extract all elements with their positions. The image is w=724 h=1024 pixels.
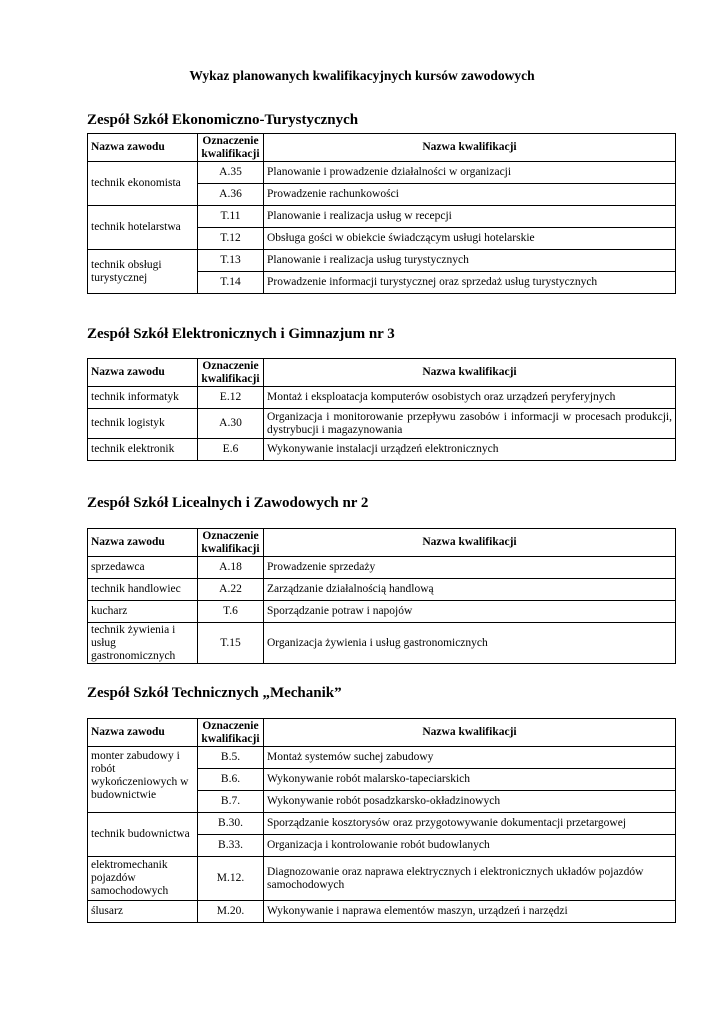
kwalifikacja-cell: Obsługa gości w obiekcie świadczącym usługi hotelarskie	[264, 228, 676, 250]
zawod-cell: elektromechanik pojazdów samochodowych	[88, 857, 198, 901]
section-title: Zespół Szkół Technicznych „Mechanik”	[87, 685, 342, 701]
kwalifikacja-cell: Planowanie i realizacja usług turystycznych	[264, 250, 676, 272]
header-kwalifikacja: Nazwa kwalifikacji	[264, 529, 676, 557]
page-title: Wykaz planowanych kwalifikacyjnych kursów zawodowych	[189, 68, 535, 83]
kwalifikacja-cell: Planowanie i prowadzenie działalności w organizacji	[264, 162, 676, 184]
qualifications-table	[87, 718, 676, 923]
section-title: Zespół Szkół Licealnych i Zawodowych nr 2	[87, 495, 369, 511]
header-kwalifikacja: Nazwa kwalifikacji	[264, 719, 676, 747]
zawod-cell: technik ekonomista	[88, 162, 198, 206]
kwalifikacja-cell: Organizacja i monitorowanie przepływu zasobów i informacji w procesach produkcji, dystrybucji i magazynowania	[264, 409, 676, 439]
zawod-cell: technik obsługi turystycznej	[88, 250, 198, 294]
table-row	[88, 857, 676, 901]
table-header-row	[88, 529, 676, 557]
table-row	[88, 439, 676, 461]
zawod-cell: technik żywienia i usług gastronomicznych	[88, 623, 198, 664]
kwalifikacja-cell: Zarządzanie działalnością handlową	[264, 579, 676, 601]
kwalifikacja-cell: Montaż systemów suchej zabudowy	[264, 747, 676, 769]
zawod-cell: technik budownictwa	[88, 813, 198, 857]
header-zawod: Nazwa zawodu	[88, 719, 198, 747]
header-oznaczenie: Oznaczenie kwalifikacji	[198, 359, 264, 387]
zawod-cell: technik hotelarstwa	[88, 206, 198, 250]
kod-cell: T.14	[198, 272, 264, 294]
kod-cell: A.18	[198, 557, 264, 579]
table-row	[88, 901, 676, 923]
zawod-cell: sprzedawca	[88, 557, 198, 579]
qualifications-table	[87, 528, 676, 664]
table-row	[88, 579, 676, 601]
kod-cell: M.12.	[198, 857, 264, 901]
kod-cell: A.36	[198, 184, 264, 206]
kwalifikacja-cell: Organizacja żywienia i usług gastronomicznych	[264, 623, 676, 664]
table-row	[88, 623, 676, 664]
table-header-row	[88, 719, 676, 747]
kod-cell: T.11	[198, 206, 264, 228]
table-header-row	[88, 359, 676, 387]
table-row	[88, 747, 676, 769]
table-row	[88, 250, 676, 272]
table-row	[88, 162, 676, 184]
kwalifikacja-cell: Sporządzanie kosztorysów oraz przygotowywanie dokumentacji przetargowej	[264, 813, 676, 835]
header-oznaczenie: Oznaczenie kwalifikacji	[198, 719, 264, 747]
qualifications-table	[87, 133, 676, 294]
header-oznaczenie: Oznaczenie kwalifikacji	[198, 134, 264, 162]
kod-cell: B.6.	[198, 769, 264, 791]
kod-cell: A.22	[198, 579, 264, 601]
table-row	[88, 387, 676, 409]
kwalifikacja-cell: Wykonywanie instalacji urządzeń elektronicznych	[264, 439, 676, 461]
kwalifikacja-cell: Montaż i eksploatacja komputerów osobistych oraz urządzeń peryferyjnych	[264, 387, 676, 409]
header-kwalifikacja: Nazwa kwalifikacji	[264, 134, 676, 162]
zawod-cell: technik informatyk	[88, 387, 198, 409]
kod-cell: B.30.	[198, 813, 264, 835]
header-zawod: Nazwa zawodu	[88, 529, 198, 557]
kwalifikacja-cell: Diagnozowanie oraz naprawa elektrycznych i elektronicznych układów pojazdów samochodowych	[264, 857, 676, 901]
qualifications-table	[87, 358, 676, 461]
kwalifikacja-cell: Sporządzanie potraw i napojów	[264, 601, 676, 623]
header-zawod: Nazwa zawodu	[88, 134, 198, 162]
zawod-cell: ślusarz	[88, 901, 198, 923]
kod-cell: A.30	[198, 409, 264, 439]
kod-cell: B.33.	[198, 835, 264, 857]
table-row	[88, 557, 676, 579]
header-zawod: Nazwa zawodu	[88, 359, 198, 387]
section-licealnych-zawodowych	[87, 495, 675, 664]
kod-cell: M.20.	[198, 901, 264, 923]
zawod-cell: technik logistyk	[88, 409, 198, 439]
zawod-cell: technik handlowiec	[88, 579, 198, 601]
kwalifikacja-cell: Prowadzenie informacji turystycznej oraz sprzedaż usług turystycznych	[264, 272, 676, 294]
table-row	[88, 206, 676, 228]
section-mechanik	[87, 685, 675, 923]
kod-cell: T.6	[198, 601, 264, 623]
kwalifikacja-cell: Prowadzenie rachunkowości	[264, 184, 676, 206]
section-ekonomiczno-turystycznych	[87, 112, 675, 294]
kwalifikacja-cell: Organizacja i kontrolowanie robót budowlanych	[264, 835, 676, 857]
kwalifikacja-cell: Wykonywanie i naprawa elementów maszyn, urządzeń i narzędzi	[264, 901, 676, 923]
kod-cell: B.5.	[198, 747, 264, 769]
kod-cell: E.6	[198, 439, 264, 461]
header-kwalifikacja: Nazwa kwalifikacji	[264, 359, 676, 387]
section-title: Zespół Szkół Ekonomiczno-Turystycznych	[87, 112, 359, 128]
kod-cell: B.7.	[198, 791, 264, 813]
header-oznaczenie: Oznaczenie kwalifikacji	[198, 529, 264, 557]
kwalifikacja-cell: Planowanie i realizacja usług w recepcji	[264, 206, 676, 228]
section-elektronicznych	[87, 326, 675, 461]
table-row	[88, 601, 676, 623]
zawod-cell: monter zabudowy i robót wykończeniowych w budownictwie	[88, 747, 198, 813]
table-row	[88, 813, 676, 835]
section-title: Zespół Szkół Elektronicznych i Gimnazjum nr 3	[87, 326, 395, 342]
table-header-row	[88, 134, 676, 162]
kod-cell: A.35	[198, 162, 264, 184]
kod-cell: T.15	[198, 623, 264, 664]
kwalifikacja-cell: Wykonywanie robót posadzkarsko-okładzinowych	[264, 791, 676, 813]
zawod-cell: technik elektronik	[88, 439, 198, 461]
kod-cell: T.12	[198, 228, 264, 250]
kod-cell: E.12	[198, 387, 264, 409]
kod-cell: T.13	[198, 250, 264, 272]
kwalifikacja-cell: Prowadzenie sprzedaży	[264, 557, 676, 579]
zawod-cell: kucharz	[88, 601, 198, 623]
kwalifikacja-cell: Wykonywanie robót malarsko-tapeciarskich	[264, 769, 676, 791]
table-row	[88, 409, 676, 439]
